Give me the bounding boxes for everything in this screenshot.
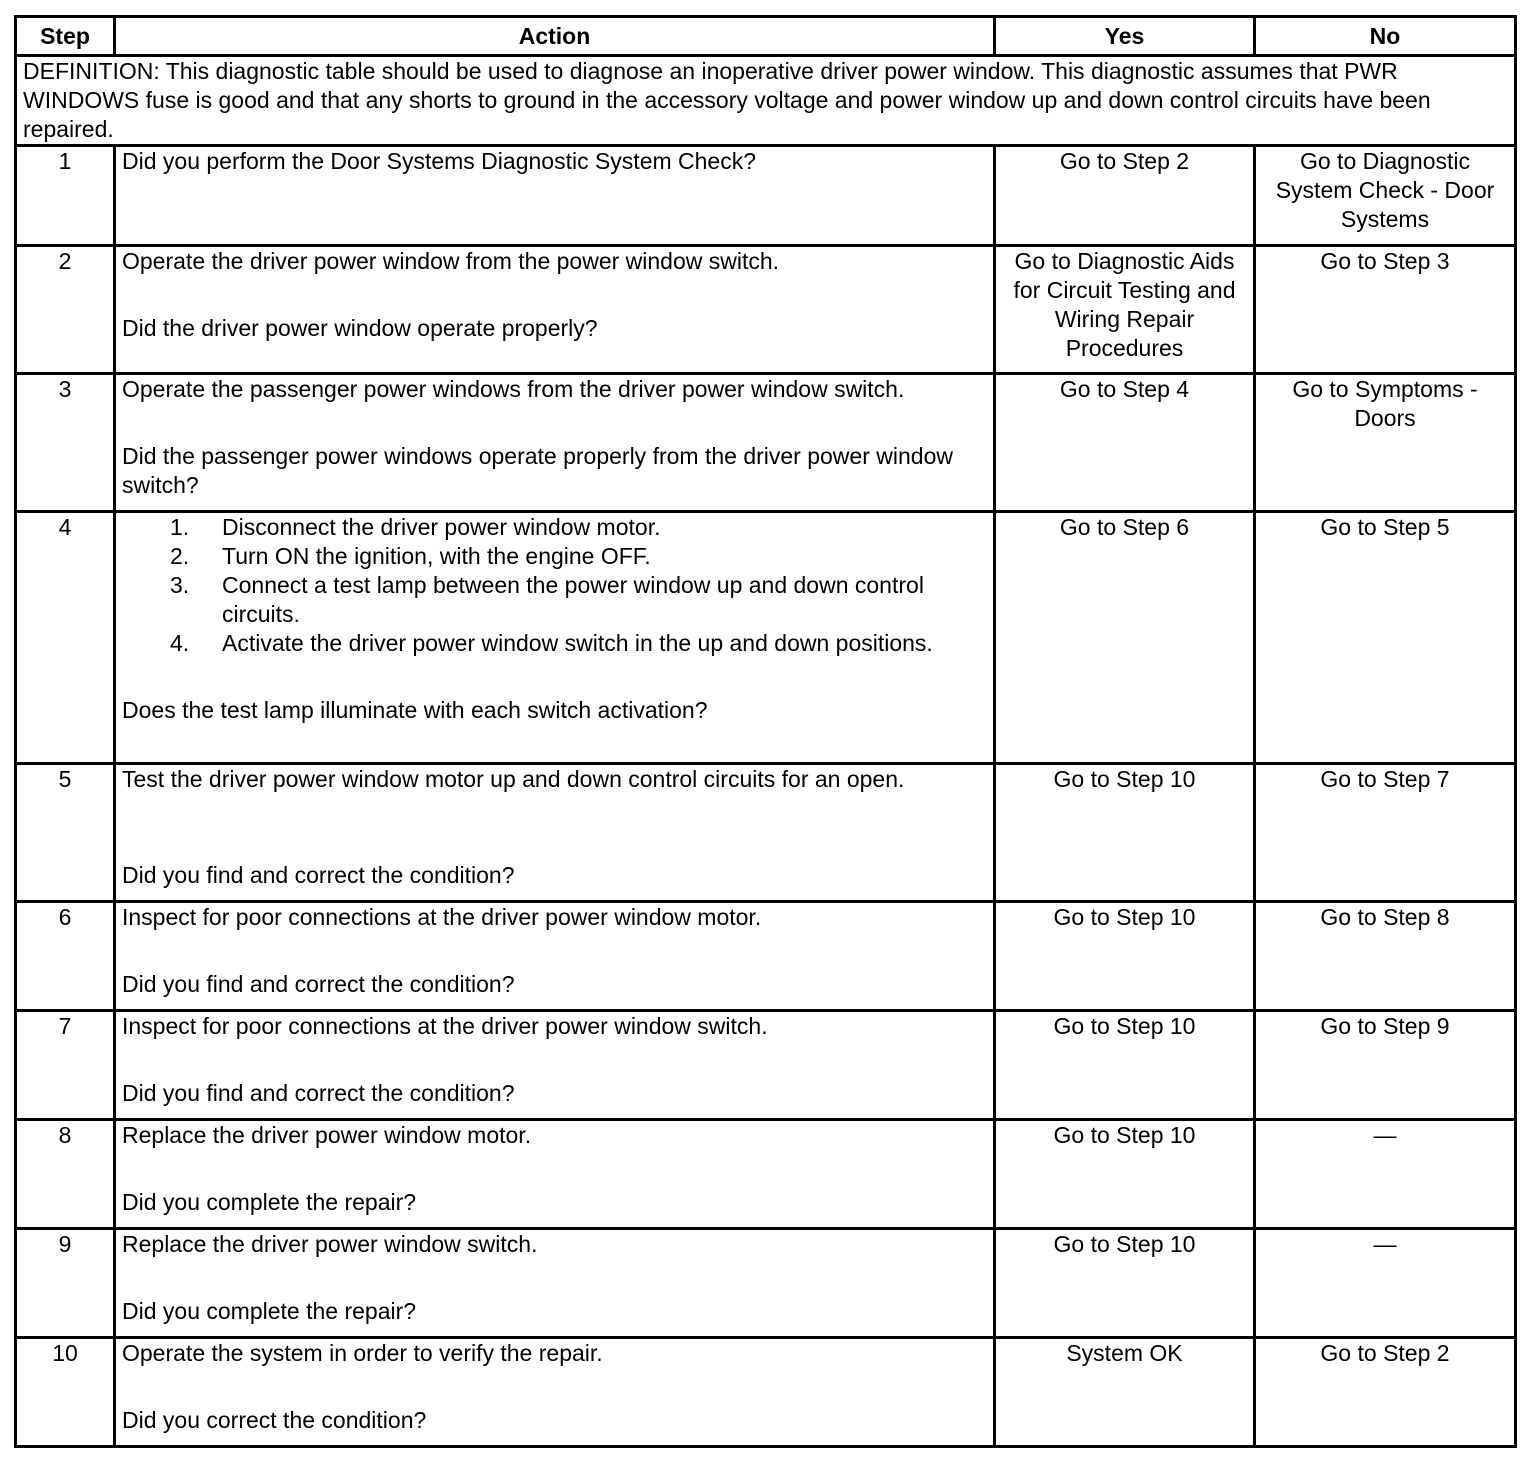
action-question: Did you find and correct the condition? — [122, 1080, 515, 1106]
action-cell — [115, 374, 995, 512]
action-cell — [115, 764, 995, 902]
yes-result: Go to Step 10 — [995, 1120, 1255, 1229]
step-number: 3 — [16, 374, 115, 512]
yes-result: Go to Step 10 — [995, 1229, 1255, 1338]
yes-result: Go to Step 10 — [995, 902, 1255, 1011]
action-instruction: Test the driver power window motor up and down control circuits for an open. — [122, 766, 905, 792]
substep-text: Connect a test lamp between the power window up and down control circuits. — [222, 572, 924, 627]
table-row — [16, 1229, 1516, 1338]
step-number: 5 — [16, 764, 115, 902]
step-number: 10 — [16, 1338, 115, 1447]
action-cell — [115, 1338, 995, 1447]
substep-list — [122, 513, 987, 658]
no-result: — — [1255, 1229, 1516, 1338]
table-row — [16, 374, 1516, 512]
step-number: 9 — [16, 1229, 115, 1338]
action-cell — [115, 902, 995, 1011]
header-step: Step — [16, 17, 115, 56]
diagnostic-table — [14, 15, 1517, 1448]
step-number: 6 — [16, 902, 115, 1011]
action-question: Did the passenger power windows operate properly from the driver power window switch? — [122, 443, 953, 498]
action-question: Did you complete the repair? — [122, 1298, 417, 1324]
list-item — [170, 629, 987, 658]
step-number: 7 — [16, 1011, 115, 1120]
action-instruction: Replace the driver power window motor. — [122, 1122, 532, 1148]
action-question: Did you correct the condition? — [122, 1407, 427, 1433]
table-row — [16, 146, 1516, 246]
action-question: Does the test lamp illuminate with each switch activation? — [122, 697, 708, 723]
action-instruction: Inspect for poor connections at the driver power window switch. — [122, 1013, 768, 1039]
action-question: Did the driver power window operate properly? — [122, 315, 598, 341]
step-number: 2 — [16, 246, 115, 374]
yes-result: Go to Diagnostic Aids for Circuit Testing and Wiring Repair Procedures — [995, 246, 1255, 374]
no-result: Go to Symptoms - Doors — [1255, 374, 1516, 512]
table-row — [16, 902, 1516, 1011]
action-instruction: Operate the passenger power windows from the driver power window switch. — [122, 376, 905, 402]
yes-result: Go to Step 10 — [995, 764, 1255, 902]
no-result: Go to Step 2 — [1255, 1338, 1516, 1447]
definition-text: DEFINITION: This diagnostic table should be used to diagnose an inoperative driver power window. This diagnostic assumes that PWR WINDOWS fuse is good and that any shorts to ground in the accessory voltage and power window up and down control circuits have been repaired. — [16, 56, 1516, 146]
yes-result: Go to Step 2 — [995, 146, 1255, 246]
table-row — [16, 246, 1516, 374]
no-result: — — [1255, 1120, 1516, 1229]
action-cell — [115, 1120, 995, 1229]
header-yes: Yes — [995, 17, 1255, 56]
substep-number: 2. — [170, 543, 190, 569]
table-row — [16, 1338, 1516, 1447]
no-result: Go to Step 5 — [1255, 512, 1516, 764]
action-instruction: Replace the driver power window switch. — [122, 1231, 538, 1257]
substep-text: Disconnect the driver power window motor. — [222, 514, 661, 540]
substep-number: 1. — [170, 514, 190, 540]
yes-result: Go to Step 4 — [995, 374, 1255, 512]
action-instruction: Did you perform the Door Systems Diagnostic System Check? — [122, 148, 757, 174]
table-row — [16, 512, 1516, 764]
table-row — [16, 1011, 1516, 1120]
table-row — [16, 1120, 1516, 1229]
header-action: Action — [115, 17, 995, 56]
action-question: Did you find and correct the condition? — [122, 971, 515, 997]
list-item — [170, 571, 987, 629]
action-cell — [115, 512, 995, 764]
header-row — [16, 17, 1516, 56]
header-no: No — [1255, 17, 1516, 56]
action-cell — [115, 1011, 995, 1120]
list-item — [170, 542, 987, 571]
no-result: Go to Step 9 — [1255, 1011, 1516, 1120]
no-result: Go to Step 3 — [1255, 246, 1516, 374]
substep-text: Turn ON the ignition, with the engine OFF. — [222, 543, 651, 569]
yes-result: System OK — [995, 1338, 1255, 1447]
no-result: Go to Step 7 — [1255, 764, 1516, 902]
table-row — [16, 764, 1516, 902]
action-cell — [115, 146, 995, 246]
action-instruction: Inspect for poor connections at the driver power window motor. — [122, 904, 762, 930]
substep-text: Activate the driver power window switch in the up and down positions. — [222, 630, 933, 656]
action-question: Did you complete the repair? — [122, 1189, 417, 1215]
step-number: 8 — [16, 1120, 115, 1229]
step-number: 4 — [16, 512, 115, 764]
action-instruction: Operate the driver power window from the power window switch. — [122, 248, 780, 274]
action-cell — [115, 246, 995, 374]
no-result: Go to Diagnostic System Check - Door Systems — [1255, 146, 1516, 246]
substep-number: 4. — [170, 630, 190, 656]
definition-row — [16, 56, 1516, 146]
action-instruction: Operate the system in order to verify the repair. — [122, 1340, 603, 1366]
yes-result: Go to Step 6 — [995, 512, 1255, 764]
no-result: Go to Step 8 — [1255, 902, 1516, 1011]
list-item — [170, 513, 987, 542]
yes-result: Go to Step 10 — [995, 1011, 1255, 1120]
step-number: 1 — [16, 146, 115, 246]
action-question: Did you find and correct the condition? — [122, 862, 515, 888]
substep-number: 3. — [170, 572, 190, 598]
action-cell — [115, 1229, 995, 1338]
